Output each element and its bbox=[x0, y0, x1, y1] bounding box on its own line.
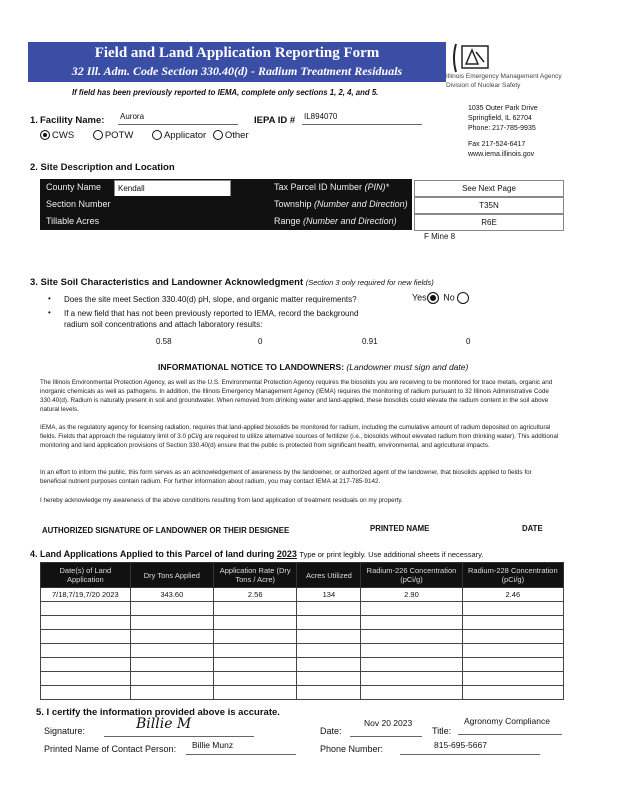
iepa-id-label: IEPA ID # bbox=[254, 115, 296, 126]
table-row bbox=[41, 686, 564, 700]
application-year[interactable]: 2023 bbox=[276, 549, 297, 559]
section-number-label: Section Number bbox=[46, 199, 111, 209]
table-row bbox=[41, 588, 564, 602]
land-applications-table bbox=[40, 562, 564, 700]
potw-radio-icon[interactable] bbox=[93, 130, 103, 140]
notice-paragraph-3: In an effort to inform the public, this form serves as an acknowledgement of awareness by the landowner, or authorized agent of the landowner, that biosolids applied to fields for beneficial nutrient purposes contain radium. For further information about radium, you may contact IEMA at 217-785-9142. bbox=[40, 469, 532, 485]
notice-paragraph-1: The Illinois Environmental Protection Agency, as well as the U.S. Environmental Protection Agency requires the biosolids you are receiving to be monitored for trace metals, organic and inorganic chemicals as well as pathogens. In addition, the Illinois Emergency Management Agency (IEMA) requires the monitoring of radium pursuant to 32 Illinois Administrative Code 330.40(d). Radium is naturally present in soil and groundwater. When removed from drinking water and land-applied, these biosolids could elevate the radium content in the soil above natural levels. bbox=[40, 379, 553, 413]
q1-answer: Yes No bbox=[412, 292, 471, 304]
notice-paragraph-2: IEMA, as the regulatory agency for licensing radiation, requires that land-applied biosolids be monitored for radium, including the cumulative amount of radium deposited on agricultural fields. Fields that approach the regulatory limit of 3.0 pCi/g are required to utilize alternative sources of fertilizer (i.e., biosolids without elevated radium from drinking water). This additional monitoring and land application provisions of Section 330.40(d) ensure that the public is protected from significant health, environmental, and agricultural impacts. bbox=[40, 424, 559, 449]
instructions: If field has been previously reported to IEMA, complete only sections 1, 2, 4, and 5. bbox=[72, 88, 379, 97]
landowner-signature-label: AUTHORIZED SIGNATURE OF LANDOWNER OR THEIR DESIGNEE bbox=[42, 526, 290, 535]
facility-name-label: Facility Name: bbox=[40, 115, 105, 126]
table-row bbox=[41, 602, 564, 616]
cell-rate[interactable]: 2.56 bbox=[213, 588, 297, 602]
signature-line bbox=[104, 736, 254, 737]
phone-value[interactable]: 815-695-5667 bbox=[434, 740, 487, 750]
col-rate: Application Rate (Dry Tons / Acre) bbox=[213, 563, 297, 588]
field-note: F Mine 8 bbox=[424, 232, 456, 241]
printed-contact-line bbox=[186, 754, 296, 755]
title-value[interactable]: Agronomy Compliance bbox=[464, 716, 550, 726]
section3-heading: 3. Site Soil Characteristics and Landowner Acknowledgment (Section 3 only required for new fields) bbox=[30, 277, 434, 288]
range-label: Range (Number and Direction) bbox=[274, 216, 397, 226]
printed-name-label: PRINTED NAME bbox=[370, 524, 430, 533]
table-row bbox=[41, 616, 564, 630]
bg-value-4[interactable]: 0 bbox=[466, 337, 471, 346]
bg-value-2[interactable]: 0 bbox=[258, 337, 263, 346]
q1-bullet: • bbox=[48, 294, 51, 303]
applicator-radio-icon[interactable] bbox=[152, 130, 162, 140]
title-label: Title: bbox=[432, 726, 452, 736]
q2-text: If a new field that has not been previously reported to IEMA, record the background radium soil concentrations and attach laboratory results: bbox=[64, 309, 359, 329]
col-acres: Acres Utilized bbox=[297, 563, 361, 588]
sign-date-label: Date: bbox=[320, 726, 342, 736]
phone-label: Phone Number: bbox=[320, 744, 384, 754]
col-dry-tons: Dry Tons Applied bbox=[130, 563, 213, 588]
cell-radium-226[interactable]: 2.90 bbox=[361, 588, 462, 602]
col-radium-226: Radium-226 Concentration (pCi/g) bbox=[361, 563, 462, 588]
option-cws[interactable]: CWS bbox=[40, 130, 74, 141]
other-radio-icon[interactable] bbox=[213, 130, 223, 140]
bg-value-1[interactable]: 0.58 bbox=[156, 337, 172, 346]
form-title: Field and Land Application Reporting Form bbox=[94, 45, 380, 61]
facility-name-value[interactable]: Aurora bbox=[120, 112, 145, 121]
col-radium-228: Radium-228 Concentration (pCi/g) bbox=[462, 563, 563, 588]
parcel-label: Tax Parcel ID Number (PIN)* bbox=[274, 182, 390, 192]
tillable-label: Tillable Acres bbox=[46, 216, 100, 226]
agency-address: 1035 Outer Park Drive Springfield, IL 62704 Phone: 217-785-9935 Fax 217-524-6417 www.iema.illinois.gov bbox=[468, 105, 538, 158]
iepa-id-line bbox=[302, 124, 422, 125]
bg-value-3[interactable]: 0.91 bbox=[362, 337, 378, 346]
table-row bbox=[41, 644, 564, 658]
range-field[interactable]: R6E bbox=[414, 214, 564, 231]
q2-bullet: • bbox=[48, 308, 51, 317]
option-other[interactable]: Other bbox=[213, 130, 249, 141]
iema-logo-icon bbox=[452, 42, 492, 74]
q1-text: Does the site meet Section 330.40(d) pH, slope, and organic matter requirements? bbox=[64, 295, 357, 304]
yes-radio-icon[interactable] bbox=[427, 292, 439, 304]
table-row bbox=[41, 672, 564, 686]
option-potw[interactable]: POTW bbox=[93, 130, 134, 141]
printed-contact-value[interactable]: Billie Munz bbox=[192, 740, 234, 750]
section-number-row bbox=[40, 196, 412, 213]
sign-date-value[interactable]: Nov 20 2023 bbox=[364, 718, 413, 728]
sign-date-line bbox=[350, 736, 422, 737]
printed-contact-label: Printed Name of Contact Person: bbox=[44, 744, 177, 754]
table-row bbox=[41, 658, 564, 672]
iepa-id-value[interactable]: IL894070 bbox=[304, 112, 338, 121]
section4-heading: 4. Land Applications Applied to this Parcel of land during 2023 Type or print legibly. Use additional sheets if necessary. bbox=[30, 549, 484, 559]
signature-value[interactable]: Billie M bbox=[136, 716, 192, 732]
cell-acres[interactable]: 134 bbox=[297, 588, 361, 602]
cws-radio-icon[interactable] bbox=[40, 130, 50, 140]
col-dates: Date(s) of Land Application bbox=[41, 563, 131, 588]
cell-radium-228[interactable]: 2.46 bbox=[462, 588, 563, 602]
table-header-row bbox=[41, 563, 564, 588]
parcel-field[interactable]: See Next Page bbox=[414, 180, 564, 197]
no-radio-icon[interactable] bbox=[457, 292, 469, 304]
agency-name: Illinois Emergency Management Agency Division of Nuclear Safety bbox=[446, 73, 562, 89]
title-line bbox=[458, 734, 562, 735]
county-label: County Name bbox=[46, 182, 102, 192]
cell-dates[interactable]: 7/18,7/19,7/20 2023 bbox=[41, 588, 131, 602]
section5-heading: 5. I certify the information provided above is accurate. bbox=[36, 707, 280, 718]
township-field[interactable]: T35N bbox=[414, 197, 564, 214]
option-applicator[interactable]: Applicator bbox=[152, 130, 206, 141]
tillable-row bbox=[40, 213, 412, 230]
county-field[interactable]: Kendall bbox=[114, 180, 231, 197]
form-subtitle: 32 Ill. Adm. Code Section 330.40(d) - Radium Treatment Residuals bbox=[71, 64, 403, 78]
notice-paragraph-4: I hereby acknowledge my awareness of the above conditions resulting from land application of treatment residuals on my property. bbox=[40, 497, 403, 504]
facility-name-line bbox=[118, 124, 238, 125]
cell-dry-tons[interactable]: 343.60 bbox=[130, 588, 213, 602]
phone-line bbox=[400, 754, 540, 755]
facility-type-options bbox=[40, 130, 249, 141]
township-label: Township (Number and Direction) bbox=[274, 199, 408, 209]
form-title-banner bbox=[28, 42, 446, 82]
date-label: DATE bbox=[522, 524, 543, 533]
notice-heading: INFORMATIONAL NOTICE TO LANDOWNERS: (Landowner must sign and date) bbox=[158, 362, 469, 372]
signature-label: Signature: bbox=[44, 726, 86, 736]
section2-heading: 2. Site Description and Location bbox=[30, 162, 175, 173]
section1-number: 1. bbox=[30, 115, 38, 126]
table-row bbox=[41, 630, 564, 644]
